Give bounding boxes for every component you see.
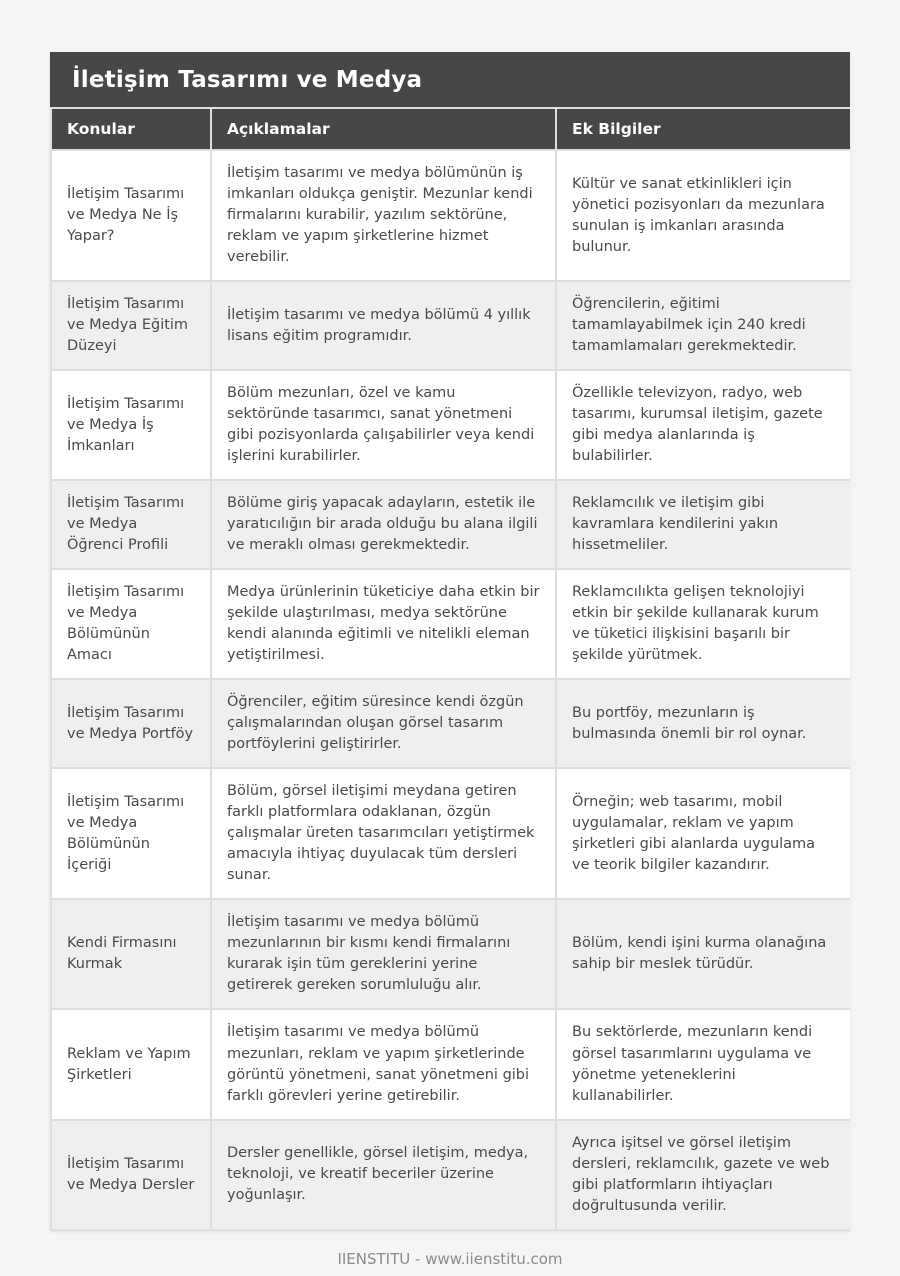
extra-info-cell: Ayrıca işitsel ve görsel iletişim dersleri, reklamcılık, gazete ve web gibi platformların ihtiyaçları doğrultusunda verilir. [557,1121,850,1229]
description-cell: Medya ürünlerinin tüketiciye daha etkin bir şekilde ulaştırılması, medya sektörüne kendi alanında eğitimli ve nitelikli eleman yetiştirilmesi. [212,570,555,678]
column-header-ek-bilgiler: Ek Bilgiler [557,109,850,149]
description-cell: İletişim tasarımı ve medya bölümü 4 yıllık lisans eğitim programıdır. [212,282,555,369]
content-card [50,52,850,1231]
topic-cell: Reklam ve Yapım Şirketleri [52,1010,210,1118]
table-header [52,109,850,149]
extra-info-cell: Bölüm, kendi işini kurma olanağına sahip bir meslek türüdür. [557,900,850,1008]
description-cell: Bölüm, görsel iletişimi meydana getiren farklı platformlara odaklanan, özgün çalışmalar üreten tasarımcıları yetiştirmek amacıyla ihtiyaç duyulacak tüm dersleri sunar. [212,769,555,898]
table-row [52,481,850,568]
topic-cell: İletişim Tasarımı ve Medya İş İmkanları [52,371,210,479]
footer-text: IIENSTITU - www.iienstitu.com [337,1249,563,1268]
table-row [52,371,850,479]
extra-info-cell: Reklamcılıkta gelişen teknolojiyi etkin bir şekilde kullanarak kurum ve tüketici ilişkisini başarılı bir şekilde yürütmek. [557,570,850,678]
description-cell: Bölüm mezunları, özel ve kamu sektöründe tasarımcı, sanat yönetmeni gibi pozisyonlarda çalışabilirler veya kendi işlerini kurabilirler. [212,371,555,479]
extra-info-cell: Bu sektörlerde, mezunların kendi görsel tasarımlarını uygulama ve yönetme yeteneklerini kullanabilirler. [557,1010,850,1118]
description-cell: İletişim tasarımı ve medya bölümü mezunları, reklam ve yapım şirketlerinde görüntü yönetmeni, sanat yönetmeni gibi farklı görevleri yerine getirebilir. [212,1010,555,1118]
topic-cell: Kendi Firmasını Kurmak [52,900,210,1008]
topic-cell: İletişim Tasarımı ve Medya Ne İş Yapar? [52,151,210,280]
table-row [52,1010,850,1118]
topic-cell: İletişim Tasarımı ve Medya Öğrenci Profili [52,481,210,568]
table-body [52,151,850,1229]
extra-info-cell: Öğrencilerin, eğitimi tamamlayabilmek için 240 kredi tamamlamaları gerekmektedir. [557,282,850,369]
table-row [52,282,850,369]
table-row [52,1121,850,1229]
extra-info-cell: Reklamcılık ve iletişim gibi kavramlara kendilerini yakın hissetmeliler. [557,481,850,568]
table-row [52,570,850,678]
description-cell: Bölüme giriş yapacak adayların, estetik ile yaratıcılığın bir arada olduğu bu alana ilgili ve meraklı olması gerekmektedir. [212,481,555,568]
topic-cell: İletişim Tasarımı ve Medya Dersler [52,1121,210,1229]
description-cell: İletişim tasarımı ve medya bölümü mezunlarının bir kısmı kendi firmalarını kurarak işin tüm gereklerini yerine getirerek gereken sorumluluğu alır. [212,900,555,1008]
extra-info-cell: Bu portföy, mezunların iş bulmasında önemli bir rol oynar. [557,680,850,767]
topic-cell: İletişim Tasarımı ve Medya Bölümünün Amacı [52,570,210,678]
description-cell: İletişim tasarımı ve medya bölümünün iş imkanları oldukça geniştir. Mezunlar kendi firmalarını kurabilir, yazılım sektörüne, reklam ve yapım şirketlerine hizmet verebilir. [212,151,555,280]
table-row [52,680,850,767]
table-row [52,900,850,1008]
table-row [52,151,850,280]
extra-info-cell: Özellikle televizyon, radyo, web tasarımı, kurumsal iletişim, gazete gibi medya alanlarında iş bulabilirler. [557,371,850,479]
extra-info-cell: Örneğin; web tasarımı, mobil uygulamalar, reklam ve yapım şirketleri gibi alanlarda uygulama ve teorik bilgiler kazandırır. [557,769,850,898]
description-cell: Dersler genellikle, görsel iletişim, medya, teknoloji, ve kreatif beceriler üzerine yoğunlaşır. [212,1121,555,1229]
extra-info-cell: Kültür ve sanat etkinlikleri için yönetici pozisyonları da mezunlara sunulan iş imkanları arasında bulunur. [557,151,850,280]
topic-cell: İletişim Tasarımı ve Medya Portföy [52,680,210,767]
column-header-aciklamalar: Açıklamalar [212,109,555,149]
description-cell: Öğrenciler, eğitim süresince kendi özgün çalışmalarından oluşan görsel tasarım portföylerini geliştirirler. [212,680,555,767]
page-title: İletişim Tasarımı ve Medya [50,52,850,107]
info-table [50,107,852,1231]
topic-cell: İletişim Tasarımı ve Medya Bölümünün İçeriği [52,769,210,898]
table-row [52,769,850,898]
topic-cell: İletişim Tasarımı ve Medya Eğitim Düzeyi [52,282,210,369]
column-header-konular: Konular [52,109,210,149]
